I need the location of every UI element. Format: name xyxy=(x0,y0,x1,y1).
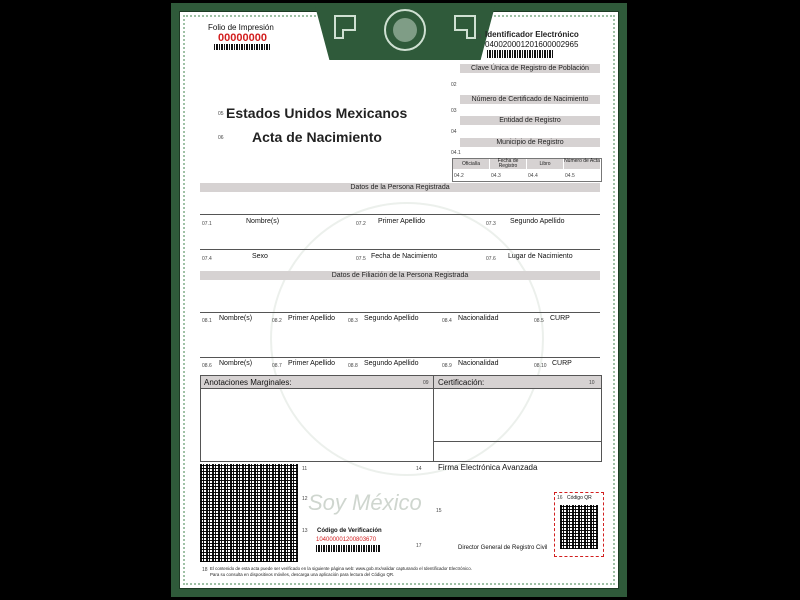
certificate-number-band: Número de Certificado de Nacimiento xyxy=(460,95,600,104)
f-label-primer-apellido-2: Primer Apellido xyxy=(288,360,336,367)
p-num-07-1: 07.1 xyxy=(202,221,212,227)
f-num-10: 08.10 xyxy=(534,363,547,369)
p-num-07-4: 07.4 xyxy=(202,256,212,262)
p-label-primer-apellido: Primer Apellido xyxy=(378,218,426,225)
filiacion-section-band: Datos de Filiación de la Persona Registrada xyxy=(200,271,600,280)
p-label-segundo-apellido: Segundo Apellido xyxy=(510,218,565,225)
col-libro: Libro xyxy=(527,159,563,169)
divider-persona-2 xyxy=(200,249,600,250)
country-num: 05 xyxy=(218,111,224,117)
p-label-lugar-nacimiento: Lugar de Nacimiento xyxy=(508,253,573,260)
f-num-1: 08.1 xyxy=(202,318,212,324)
verification-code-label: Código de Verificación xyxy=(317,528,382,534)
country-title: Estados Unidos Mexicanos xyxy=(226,105,408,121)
entidad-num: 04 xyxy=(451,129,457,135)
f-label-nombre-1: Nombre(s) xyxy=(219,315,253,322)
f-label-segundo-apellido-1: Segundo Apellido xyxy=(364,315,419,322)
electronic-id-label: Identificador Electrónico xyxy=(485,30,579,39)
national-seal-header xyxy=(315,6,495,60)
f-num-4: 08.4 xyxy=(442,318,452,324)
f-num-6: 08.6 xyxy=(202,363,212,369)
anotaciones-label: Anotaciones Marginales: xyxy=(204,378,292,387)
p-label-nombre: Nombre(s) xyxy=(246,218,280,225)
entidad-band: Entidad de Registro xyxy=(460,116,600,125)
anotaciones-num: 09 xyxy=(423,380,429,386)
verification-code: 104000001200803670 xyxy=(316,537,377,543)
notes-area xyxy=(200,375,602,462)
p-num-07-3: 07.3 xyxy=(486,221,496,227)
folio-number: 00000000 xyxy=(218,32,267,44)
col-num-3: 04.4 xyxy=(528,173,538,179)
col-numero-acta: Número de Acta xyxy=(564,159,600,169)
document-title: Acta de Nacimiento xyxy=(252,129,382,145)
folio-label: Folio de Impresión xyxy=(208,23,274,32)
f-label-primer-apellido-1: Primer Apellido xyxy=(288,315,336,322)
f-num-9: 08.9 xyxy=(442,363,452,369)
registration-table xyxy=(452,158,602,182)
f-label-nombre-2: Nombre(s) xyxy=(219,360,253,367)
verification-legend xyxy=(210,566,590,578)
col-oficialia: Oficialía xyxy=(453,159,489,169)
qr-code-label: Código QR xyxy=(567,495,592,501)
legend-num: 18 xyxy=(202,567,208,573)
f-label-nacionalidad-2: Nacionalidad xyxy=(458,360,499,367)
eagle-seal-icon xyxy=(315,6,495,60)
col-num-1: 04.2 xyxy=(454,173,464,179)
firma-num: 14 xyxy=(416,466,422,472)
director-num: 17 xyxy=(416,543,422,549)
small-qr-code xyxy=(560,505,598,549)
f-label-curp-2: CURP xyxy=(552,360,572,367)
f-num-5: 08.5 xyxy=(534,318,544,324)
main-qr-code xyxy=(200,464,298,562)
p-label-fecha-nacimiento: Fecha de Nacimiento xyxy=(371,253,438,260)
f-label-segundo-apellido-2: Segundo Apellido xyxy=(364,360,419,367)
municipio-band: Municipio de Registro xyxy=(460,138,600,147)
cert-num: 03 xyxy=(451,108,457,114)
electronic-id-barcode xyxy=(487,50,553,58)
director-general-label: Director General de Registro Civil xyxy=(458,545,548,551)
p-num-07-5: 07.5 xyxy=(356,256,366,262)
col-num-2: 04.3 xyxy=(491,173,501,179)
qr2-num: 16 xyxy=(557,495,563,501)
qr-num: 11 xyxy=(302,466,308,472)
p-label-sexo: Sexo xyxy=(252,253,268,260)
f-num-3: 08.3 xyxy=(348,318,358,324)
id-num: 01 xyxy=(476,34,482,40)
certificate-inner-page xyxy=(179,11,619,589)
divider-persona-1 xyxy=(200,214,600,215)
legend-line-1: El contenido de esta acta puede ser verificado en la siguiente página web: www.gob.mx/validar capturando el Identificador Electrónico. xyxy=(210,566,472,571)
verification-barcode xyxy=(316,545,380,552)
electronic-signature-label: Firma Electrónica Avanzada xyxy=(438,463,538,472)
verif-num: 13 xyxy=(302,528,308,534)
soy-mexico-watermark: Soy México xyxy=(308,490,422,515)
certificacion-label: Certificación: xyxy=(438,378,485,387)
p-num-07-2: 07.2 xyxy=(356,221,366,227)
p-num-07-6: 07.6 xyxy=(486,256,496,262)
f-num-7: 08.7 xyxy=(272,363,282,369)
f-num-8: 08.8 xyxy=(348,363,358,369)
soy-mexico-num: 12 xyxy=(302,496,308,502)
f-label-nacionalidad-1: Nacionalidad xyxy=(458,315,499,322)
certificacion-num: 10 xyxy=(589,380,595,386)
certificacion-inner-line xyxy=(434,441,601,442)
f-num-2: 08.2 xyxy=(272,318,282,324)
birth-certificate-sheet xyxy=(171,3,627,597)
firma-space-num: 15 xyxy=(436,508,442,514)
qr-code-box xyxy=(554,492,604,557)
divider-filiacion-2 xyxy=(200,357,600,358)
divider-filiacion-1 xyxy=(200,312,600,313)
curp-band: Clave Única de Registro de Población xyxy=(460,64,600,73)
col-fecha-registro: Fecha de Registro xyxy=(490,159,526,169)
persona-section-band: Datos de la Persona Registrada xyxy=(200,183,600,192)
f-label-curp-1: CURP xyxy=(550,315,570,322)
electronic-id-number: 040020001201600002965 xyxy=(485,40,579,49)
folio-barcode xyxy=(214,44,270,50)
municipio-num: 04.1 xyxy=(451,150,461,156)
legend-line-2: Para su consulta en dispositivos móviles, descarga una aplicación para lectura del Código QR. xyxy=(210,572,395,577)
document-num: 06 xyxy=(218,135,224,141)
curp-num: 02 xyxy=(451,82,457,88)
col-num-4: 04.5 xyxy=(565,173,575,179)
